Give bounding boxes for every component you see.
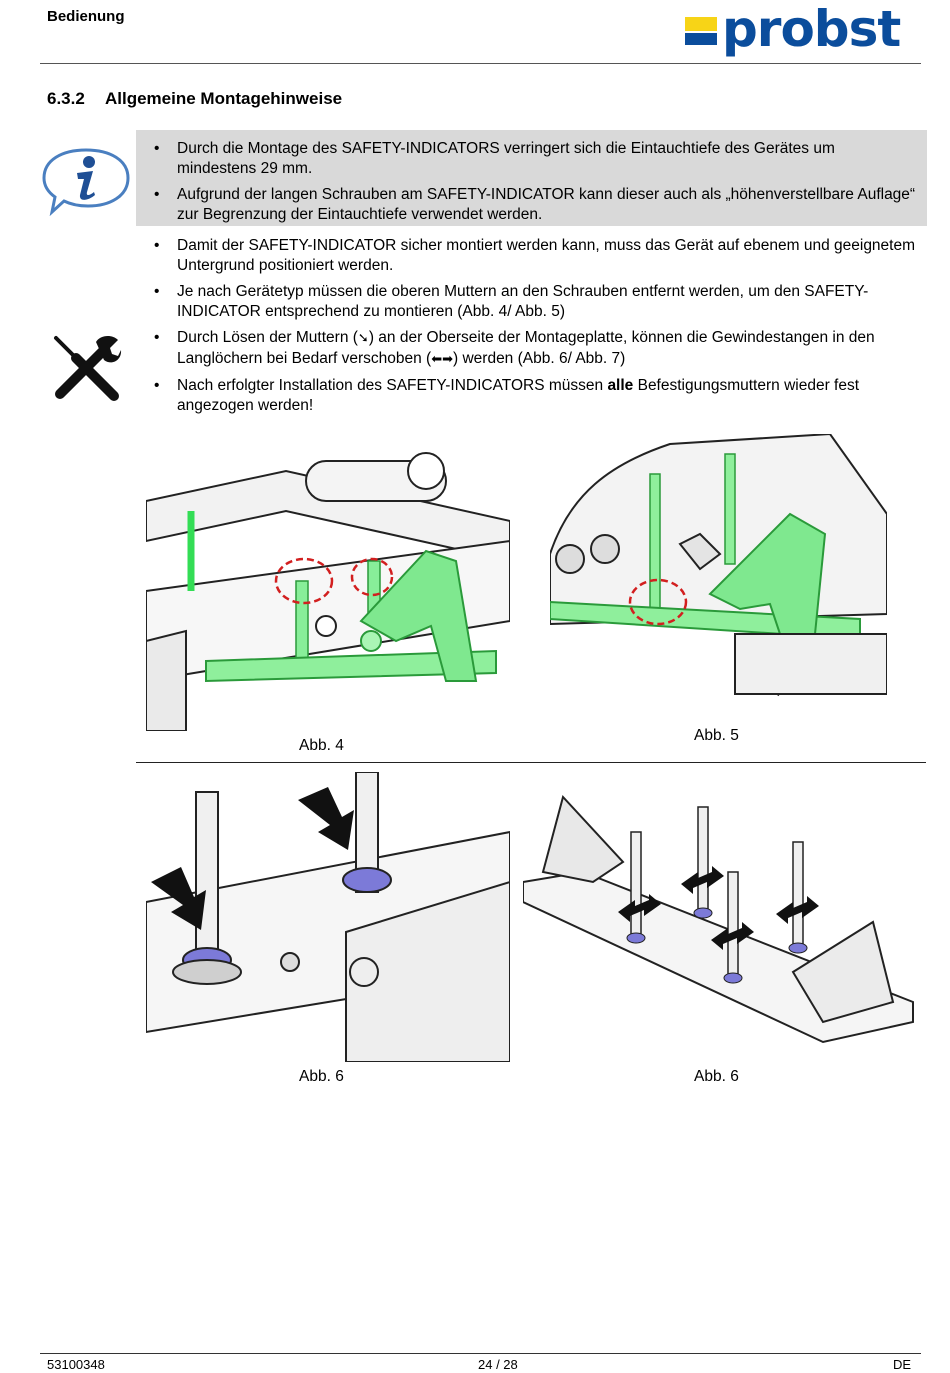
footer-doc-number: 53100348 [47,1357,105,1372]
note-text: Nach erfolgter Installation des SAFETY-INDICATORS müssen [177,377,608,394]
header-section-name: Bedienung [47,8,125,25]
mounting-note-item [146,328,916,370]
footer-rule [40,1353,921,1354]
footer-language: DE [893,1357,912,1372]
figure-abb6-left-image [146,772,510,1062]
footer-page-number: 24 / 28 [478,1357,518,1372]
note-text: Befestigungsmuttern wieder fest angezogen werden! [177,377,860,414]
mounting-note-item: • Je nach Gerätetyp müssen die oberen Muttern an den Schrauben entfernt werden, um den SAFETY-INDICATOR entsprechend zu montieren (Abb. 4/ Abb. 5) [146,282,916,322]
logo-blue-bar [685,33,717,45]
wrench-screwdriver-icon [50,332,122,404]
note-text: ) an der Oberseite der Montageplatte, können die Gewindestangen in den Langlöchern bei Bedarf verschoben ( [177,329,875,367]
diagonal-arrow-icon: ➘ [357,331,369,346]
note-emphasis: alle [607,377,634,394]
figure-caption: Abb. 4 [299,737,344,754]
note-text: ) werden (Abb. 6/ Abb. 7) [453,350,626,367]
figure-abb5-image [550,434,887,716]
info-note-item: • Durch die Montage des SAFETY-INDICATORS verringert sich die Eintauchtiefe des Gerätes um mindestens 29 mm. [146,139,916,179]
figure-caption: Abb. 5 [694,727,739,744]
info-speech-bubble-icon [42,146,132,216]
figure-caption: Abb. 6 [299,1068,344,1085]
mounting-note-item: • Damit der SAFETY-INDICATOR sicher montiert werden kann, muss das Gerät auf ebenem und geeignetem Untergrund positioniert werden. [146,236,916,276]
figure-caption: Abb. 6 [694,1068,739,1085]
logo-yellow-bar [685,17,717,31]
left-right-arrows-icon: ⬅➡ [431,352,453,367]
header-rule [40,63,921,64]
logo-text: probst [722,0,901,58]
mounting-note-list [146,236,916,422]
section-title: Allgemeine Montagehinweise [105,89,343,108]
figure-divider [136,762,926,763]
mounting-note-item [146,376,916,416]
info-note-list [146,139,916,231]
section-heading [47,89,342,109]
info-note-item: • Aufgrund der langen Schrauben am SAFETY-INDICATOR kann dieser auch als „höhenverstellbare Auflage“ zur Begrenzung der Eintauchtiefe verwendet werden. [146,185,916,225]
figure-abb6-right-image [523,772,919,1062]
section-number: 6.3.2 [47,89,85,108]
probst-logo [685,0,915,60]
figure-abb4-image [146,441,510,731]
note-text: Durch Lösen der Muttern ( [177,329,358,346]
